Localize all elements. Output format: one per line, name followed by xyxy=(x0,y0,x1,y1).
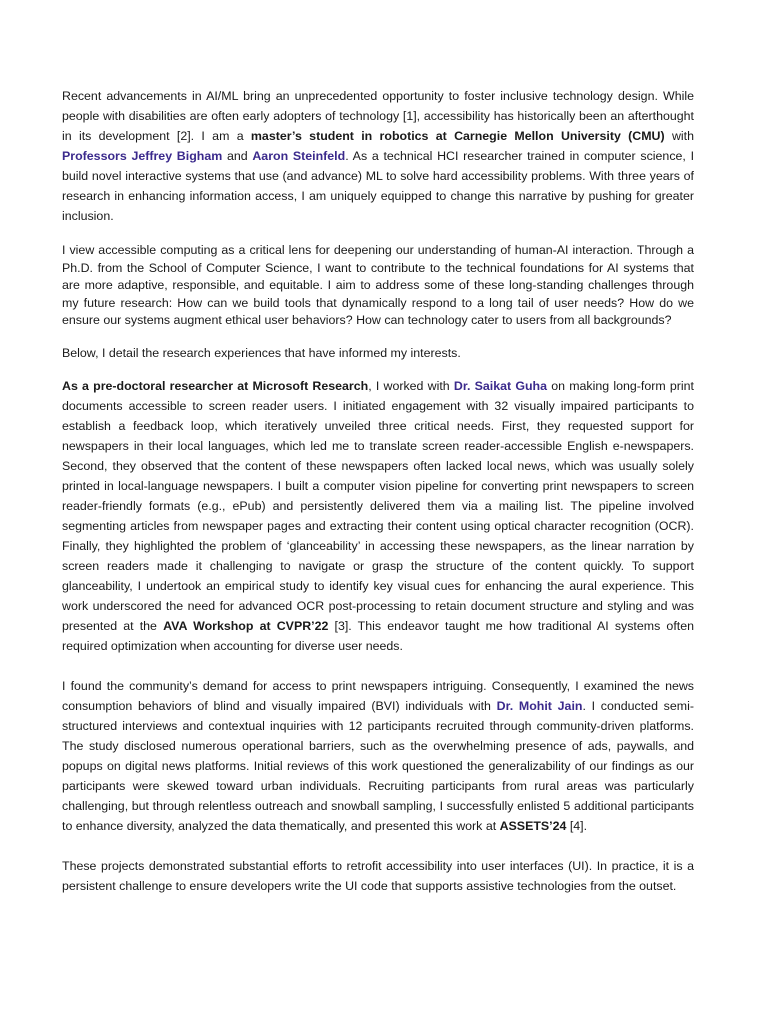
venue-highlight-cvpr: AVA Workshop at CVPR’22 xyxy=(163,618,329,633)
msr-role-highlight: As a pre-doctoral researcher at Microsoft Research xyxy=(62,378,369,393)
document-page xyxy=(62,86,694,896)
paragraph-microsoft-research xyxy=(62,376,694,656)
text-segment: , I worked with xyxy=(368,378,454,393)
text-segment: and xyxy=(222,149,253,163)
venue-highlight-assets: ASSETS’24 xyxy=(499,818,567,833)
cmu-degree-highlight: master’s student in robotics at Carnegie Mellon University (CMU) xyxy=(250,129,665,143)
text-segment: on making long-form print documents accessible to screen reader users. I initiated engagement with 32 visually impaired participants to establish a feedback loop, which iteratively unveiled three critical needs. First, they requested support for newspapers in their local languages, which led me to translate screen reader-accessible English e-newspapers. Second, they observed that the content of these newspapers often lacked local news, which was usually solely printed in local-language newspapers. I built a computer vision pipeline for converting print newspapers to screen reader-friendly formats (e.g., ePub) and persistently delivered them via a mailing list. The pipeline involved segmenting articles from newspaper pages and extracting their content using optical character recognition (OCR). Finally, they highlighted the problem of ‘glanceability’ in accessing these newspapers, as the linear narration by screen readers made it challenging to navigate or grasp the structure of the content quickly. To support glanceability, I undertook an empirical study to identify key visual cues for enhancing the aural experience. This work underscored the need for advanced OCR post-processing to retain document structure and styling and was presented at the xyxy=(62,378,694,633)
text-segment: . As a technical HCI researcher trained in computer science, I build novel interactive systems that use (and advance) ML to solve hard accessibility problems. With three years of research in enhancing information access, I am uniquely equipped to change this narrative by pushing for greater inclusion. xyxy=(62,149,695,223)
paragraph-transition xyxy=(62,345,694,363)
text-segment: I view accessible computing as a critical lens for deepening our understanding of human-AI interaction. Through a Ph.D. from the School of Computer Science, I want to contribute to the technical foundations for AI systems that are more adaptive, responsible, and equitable. I aim to address some of these long-standing challenges through my future research: How can we build tools that dynamically respond to a long tail of user needs? How do we ensure our systems augment ethical user behaviors? How can technology cater to users from all backgrounds? xyxy=(62,243,694,328)
text-segment: Recent advancements in AI/ML bring an unprecedented opportunity to foster inclusive technology design. While people with disabilities are often early adopters of technology [1], accessibility has historically been an afterthought in its development [2]. I am a xyxy=(62,89,694,143)
paragraph-intro xyxy=(62,86,694,226)
text-segment: with xyxy=(664,129,694,143)
advisor-link-steinfeld[interactable]: Aaron Steinfeld xyxy=(252,149,346,163)
mentor-link-guha[interactable]: Dr. Saikat Guha xyxy=(453,378,548,393)
text-segment: These projects demonstrated substantial efforts to retrofit accessibility into user interfaces (UI). In practice, it is a persistent challenge to ensure developers write the UI code that supports assistive technologies from the outset. xyxy=(62,858,694,893)
advisor-link-bigham[interactable]: Professors Jeffrey Bigham xyxy=(62,149,223,163)
paragraph-news-consumption xyxy=(62,676,694,836)
text-segment: I found the community’s demand for access to print newspapers intriguing. Consequently, I examined the news consumption behaviors of blind and visually impaired (BVI) individuals with xyxy=(62,678,694,713)
paragraph-research-vision xyxy=(62,242,694,330)
mentor-link-jain[interactable]: Dr. Mohit Jain xyxy=(496,698,583,713)
text-segment: Below, I detail the research experiences that have informed my interests. xyxy=(62,345,461,360)
paragraph-conclusion xyxy=(62,856,694,896)
text-segment: [4]. xyxy=(566,818,588,833)
text-segment: [3]. This endeavor taught me how traditional AI systems often required optimization when accounting for diverse user needs. xyxy=(62,618,694,653)
text-segment: . I conducted semi-structured interviews and contextual inquiries with 12 participants recruited through community-driven platforms. The study disclosed numerous operational barriers, such as the overwhelming presence of ads, paywalls, and popups on digital news platforms. Initial reviews of this work questioned the generalizability of our findings as our participants were skewed toward urban individuals. Recruiting participants from rural areas was particularly challenging, but through relentless outreach and snowball sampling, I successfully enlisted 5 additional participants to enhance diversity, analyzed the data thematically, and presented this work at xyxy=(62,698,694,833)
